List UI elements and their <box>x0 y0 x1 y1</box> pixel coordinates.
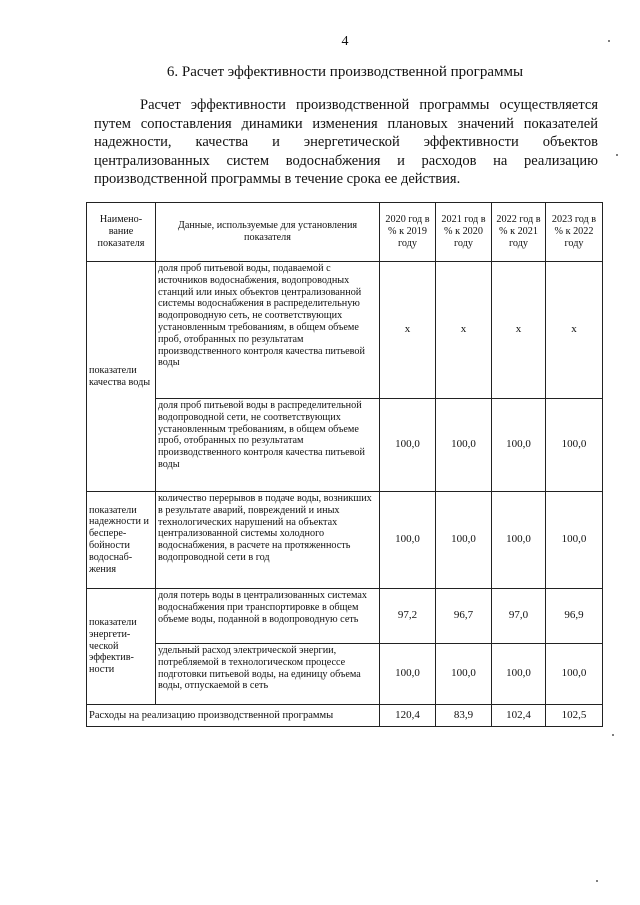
category-quality: показатели качества воды <box>87 262 156 492</box>
row-data-text: доля проб питьевой воды, подаваемой с источников водоснабжения, водопроводных станций или иных объектов централизованной системы водоснабжения в распределительную водопроводную сеть, не соответствующих установленным требованиям, в общем объеме проб, отобранных по результатам производственного контроля качества питьевой воды <box>156 262 380 399</box>
header-2020: 2020 год в % к 2019 году <box>380 203 436 262</box>
efficiency-table <box>86 202 603 727</box>
value-2023: 100,0 <box>546 492 603 589</box>
table-header-row <box>87 203 603 262</box>
table-row <box>87 262 603 399</box>
table-total-row <box>87 705 603 727</box>
value-2022: 100,0 <box>492 399 546 492</box>
table-row <box>87 589 603 644</box>
value-2023: х <box>546 262 603 399</box>
page-number: 4 <box>341 34 349 49</box>
row-data-text: количество перерывов в подаче воды, возникших в результате аварий, повреждений и иных технологических нарушений на объектах централизованной системы холодного водоснабжения, в расчете на протяженность водопроводной сети в год <box>156 492 380 589</box>
row-data-text: удельный расход электрической энергии, потребляемой в технологическом процессе подготовки питьевой воды, на единицу объема воды, отпускаемой в сеть <box>156 644 380 705</box>
value-2022: х <box>492 262 546 399</box>
scan-speck <box>608 40 610 42</box>
total-2023: 102,5 <box>546 705 603 727</box>
value-2023: 100,0 <box>546 399 603 492</box>
value-2023: 100,0 <box>546 644 603 705</box>
category-reliability: показатели надежности и беспере-бойности водоснаб-жения <box>87 492 156 589</box>
value-2021: 100,0 <box>436 492 492 589</box>
header-2023: 2023 год в % к 2022 году <box>546 203 603 262</box>
intro-paragraph: Расчет эффективности производственной программы осуществляется путем сопоставления динамики изменения плановых значений показателей надежности, качества и энергетической эффективности объектов централизованных систем водоснабжения и расходов на реализацию производственной программы в течение срока ее действия. <box>94 97 598 188</box>
value-2020: х <box>380 262 436 399</box>
table-row <box>87 492 603 589</box>
table-row <box>87 399 603 492</box>
value-2023: 96,9 <box>546 589 603 644</box>
total-2020: 120,4 <box>380 705 436 727</box>
total-2022: 102,4 <box>492 705 546 727</box>
value-2021: х <box>436 262 492 399</box>
section-title: 6. Расчет эффективности производственной программы <box>166 64 524 80</box>
value-2020: 100,0 <box>380 399 436 492</box>
value-2021: 96,7 <box>436 589 492 644</box>
total-2021: 83,9 <box>436 705 492 727</box>
value-2020: 100,0 <box>380 492 436 589</box>
value-2022: 100,0 <box>492 644 546 705</box>
row-data-text: доля потерь воды в централизованных системах водоснабжения при транспортировке в общем объеме воды, поданной в водопроводную сеть <box>156 589 380 644</box>
value-2020: 97,2 <box>380 589 436 644</box>
scan-speck <box>612 734 614 736</box>
value-2022: 100,0 <box>492 492 546 589</box>
value-2022: 97,0 <box>492 589 546 644</box>
table-row <box>87 644 603 705</box>
header-indicator-name: Наимено-вание показателя <box>87 203 156 262</box>
value-2021: 100,0 <box>436 644 492 705</box>
total-label: Расходы на реализацию производственной программы <box>87 705 380 727</box>
category-energy: показатели энергети-ческой эффектив-ности <box>87 589 156 705</box>
header-2021: 2021 год в % к 2020 году <box>436 203 492 262</box>
scan-speck <box>616 154 618 156</box>
header-data-used: Данные, используемые для установления показателя <box>156 203 380 262</box>
value-2021: 100,0 <box>436 399 492 492</box>
header-2022: 2022 год в % к 2021 году <box>492 203 546 262</box>
row-data-text: доля проб питьевой воды в распределительной водопроводной сети, не соответствующих установленным требованиям, в общем объеме проб, отобранных по результатам производственного контроля качества питьевой воды <box>156 399 380 492</box>
scan-speck <box>596 880 598 882</box>
value-2020: 100,0 <box>380 644 436 705</box>
